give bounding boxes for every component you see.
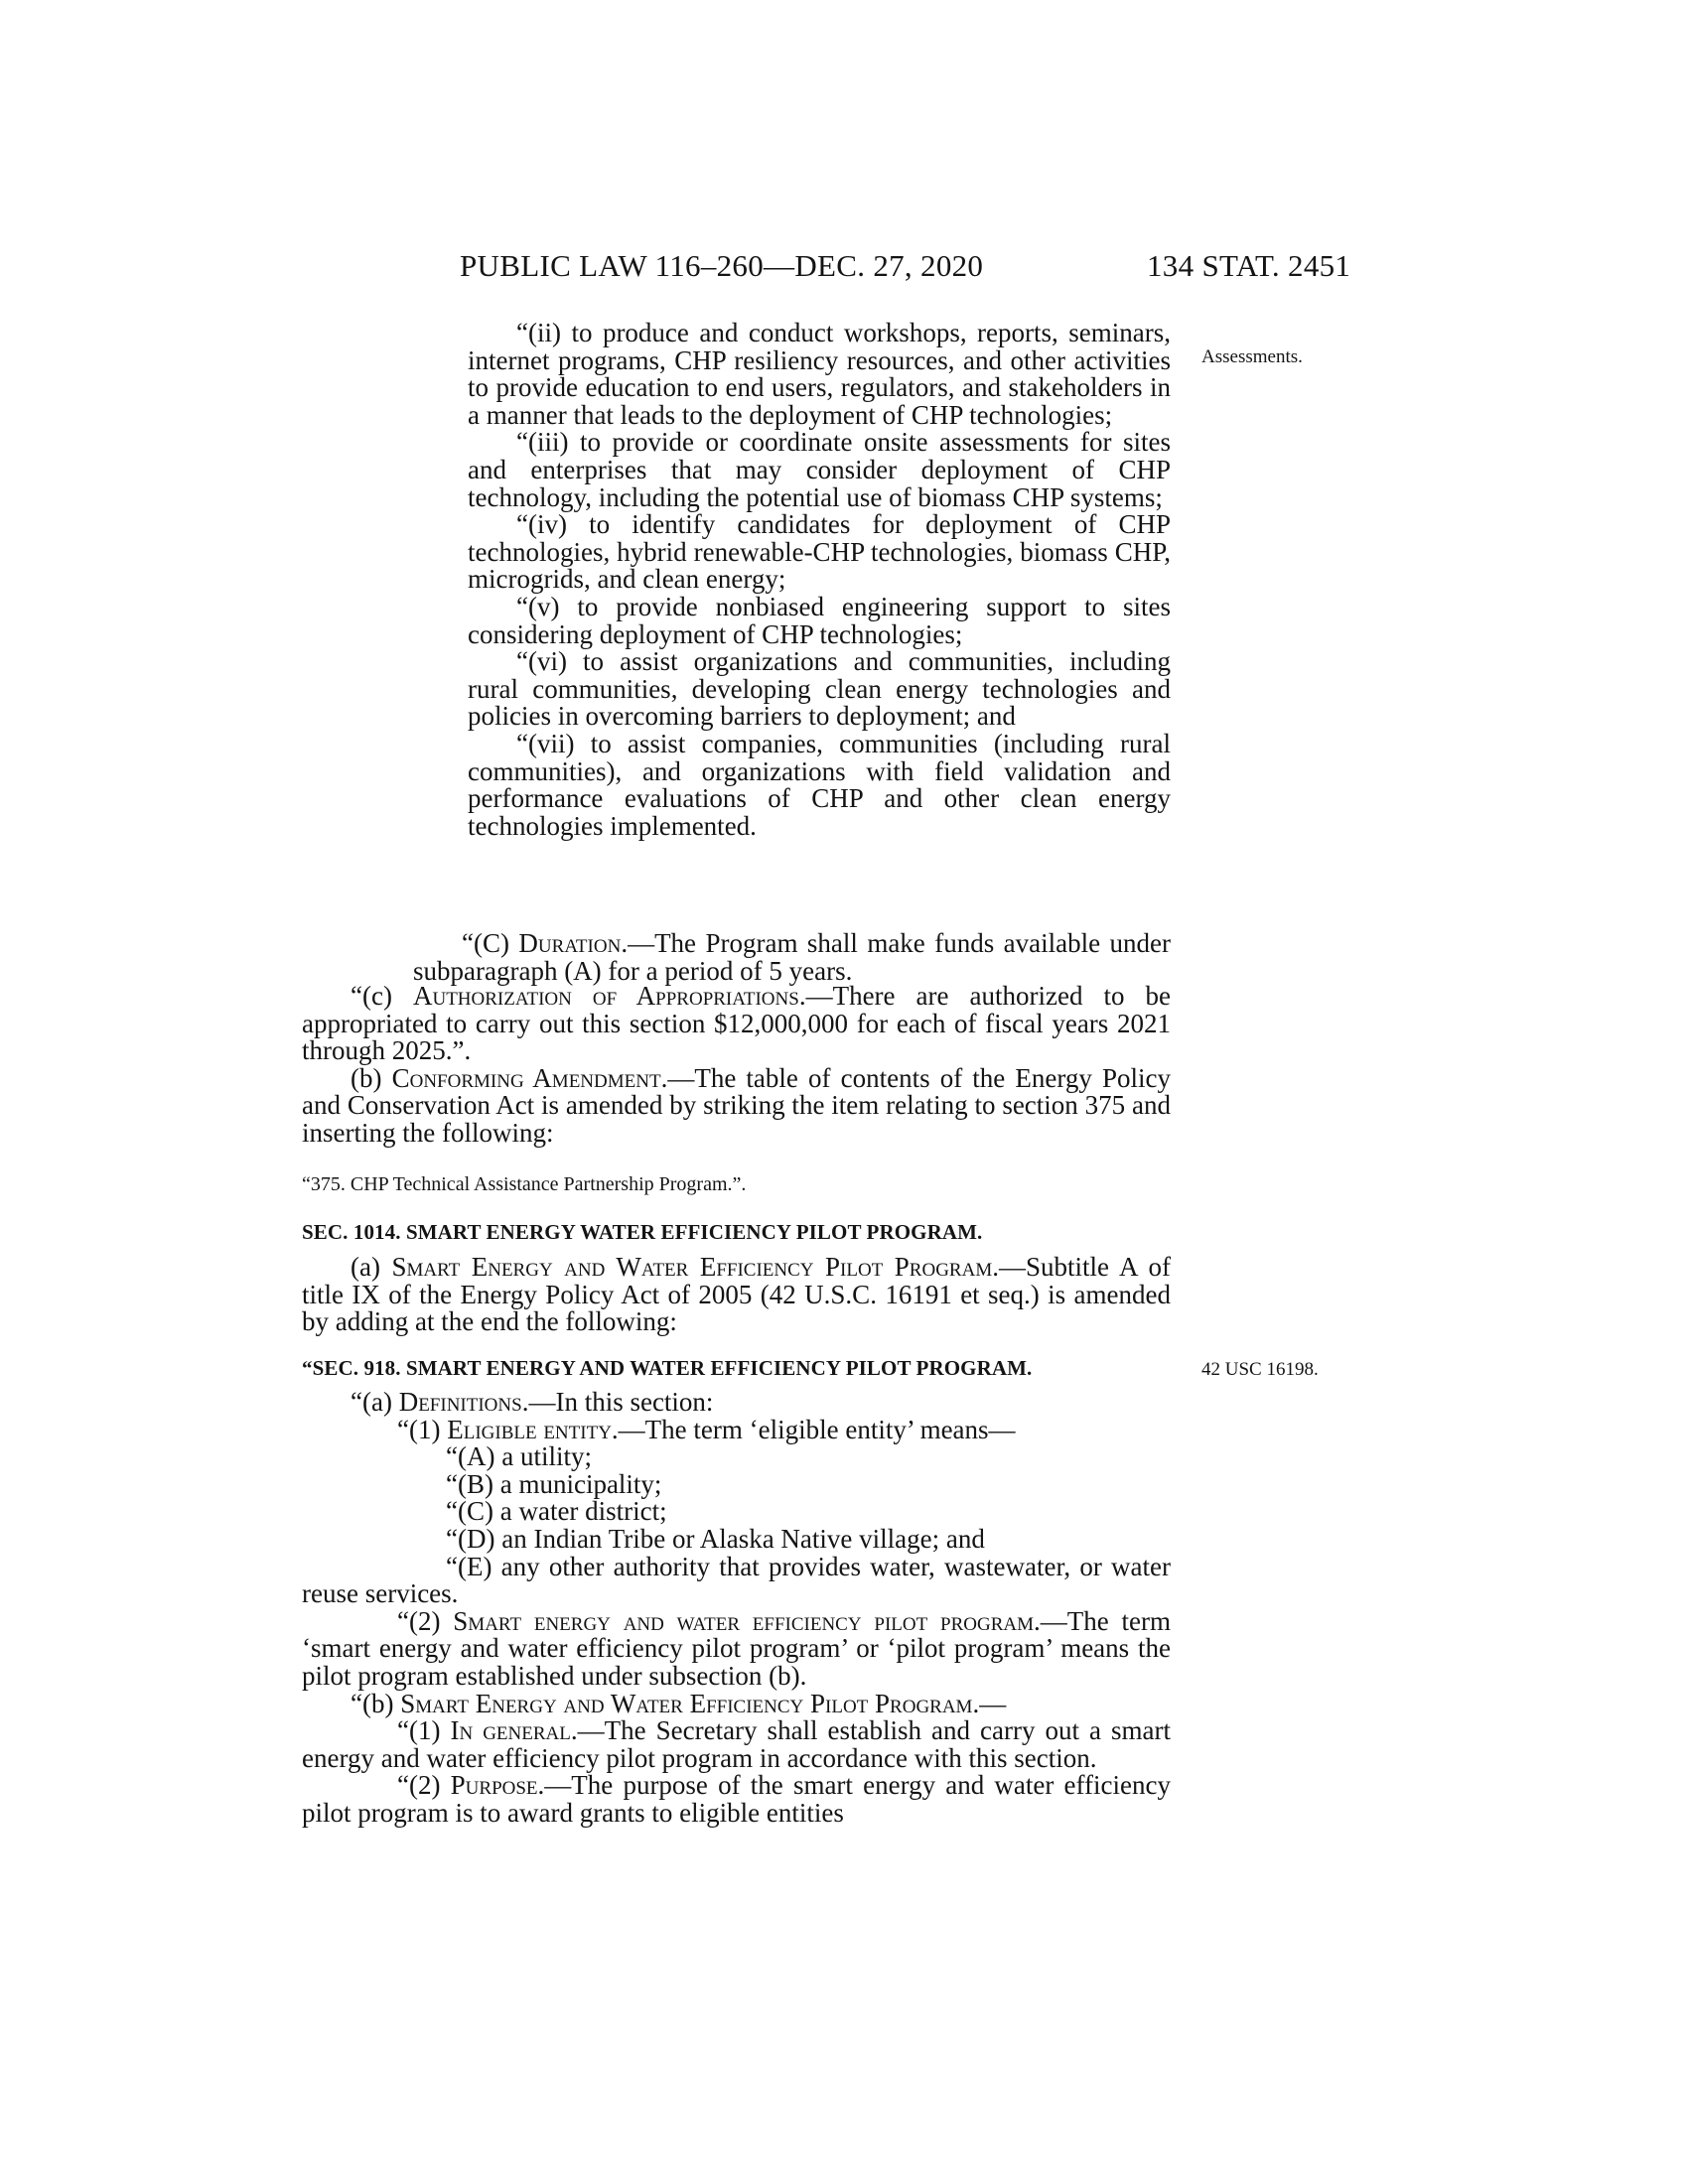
conforming-heading: Conforming Amendment xyxy=(391,1062,661,1093)
running-header-page: 134 STAT. 2451 xyxy=(1147,248,1351,283)
section-918-heading: “SEC. 918. SMART ENERGY AND WATER EFFICIENCY PILOT PROGRAM. xyxy=(302,1356,1033,1380)
clause-ii: “(ii) to produce and conduct workshops, reports, seminars, internet programs, CHP resiliency resources, and other activities to provide education to end users, regulators, and stakeholders in a manner that leads to the deployment of CHP technologies; xyxy=(468,318,1171,430)
conforming-paragraph: (b) Conforming Amendment.—The table of contents of the Energy Policy and Conservation Act is amended by striking the item relating to section 375 and inserting the following: xyxy=(302,1062,1171,1148)
subparagraph-duration xyxy=(413,930,1171,985)
section-1014-body: (a) Smart Energy and Water Efficiency Pilot Program.—Subtitle A of title IX of the Energy Policy Act of 2005 (42 U.S.C. 16191 et seq.) is amended by adding at the end the following: xyxy=(302,1252,1171,1337)
clause-iii: “(iii) to provide or coordinate onsite assessments for sites and enterprises that may consider deployment of CHP technology, including the potential use of biomass CHP systems; xyxy=(468,427,1171,512)
authorization-paragraph: “(c) Authorization of Appropriations.—There are authorized to be appropriated to carry out this section $12,000,000 for each of fiscal years 2021 through 2025.”. xyxy=(302,981,1171,1066)
subsection-b-heading: “(b) Smart Energy and Water Efficiency Pilot Program.— xyxy=(351,1688,1007,1718)
definition-eligible-entity: “(1) Eligible entity.—The term ‘eligible entity’ means— xyxy=(397,1414,1016,1444)
running-header-title: PUBLIC LAW 116–260—DEC. 27, 2020 xyxy=(460,248,984,283)
definition-pilot-program: “(2) Smart energy and water efficiency pilot program.—The term ‘smart energy and water efficiency pilot program’ or ‘pilot program’ means the pilot program established under subsection (b). xyxy=(302,1605,1171,1691)
clause-list xyxy=(468,320,1171,840)
section-1014-heading: SEC. 1014. SMART ENERGY WATER EFFICIENCY PILOT PROGRAM. xyxy=(302,1220,983,1244)
section-1014-a-heading: Smart Energy and Water Efficiency Pilot Program xyxy=(391,1252,993,1282)
entity-d: “(D) an Indian Tribe or Alaska Native village; and xyxy=(446,1523,985,1554)
entity-c: “(C) a water district; xyxy=(446,1496,667,1527)
entity-e: “(E) any other authority that provides water, wastewater, or water reuse services. xyxy=(302,1551,1171,1609)
subsection-b-in-general: “(1) In general.—The Secretary shall establish and carry out a smart energy and water efficiency pilot program in accordance with this section. xyxy=(302,1715,1171,1773)
authorization-and-conforming xyxy=(302,983,1171,1148)
clause-vi: “(vi) to assist organizations and communities, including rural communities, developing clean energy technologies and policies in overcoming barriers to deployment; and xyxy=(468,646,1171,732)
toc-inserted-item: “375. CHP Technical Assistance Partnership Program.”. xyxy=(302,1173,747,1195)
duration-text: .—The Program shall make funds available under subparagraph (A) for a period of 5 years. xyxy=(413,928,1171,986)
definitions-paragraph: “(a) Definitions.—In this section: xyxy=(351,1387,714,1417)
clause-vii: “(vii) to assist companies, communities (including rural communities), and organizations with field validation and performance evaluations of CHP and other clean energy technologies implemented. xyxy=(468,728,1171,841)
section-918-body xyxy=(302,1389,1171,1828)
authorization-heading: Authorization of Appropriations xyxy=(412,981,799,1011)
clause-v: “(v) to provide nonbiased engineering support to sites considering deployment of CHP technologies; xyxy=(468,591,1171,649)
duration-heading: Duration xyxy=(518,928,622,958)
duration-prefix: “(C) xyxy=(462,928,519,958)
margin-note-usc-citation: 42 USC 16198. xyxy=(1201,1359,1319,1380)
subsection-b-purpose: “(2) Purpose.—The purpose of the smart energy and water efficiency pilot program is to award grants to eligible entities xyxy=(302,1770,1171,1828)
entity-a: “(A) a utility; xyxy=(446,1441,592,1472)
margin-note-assessments: Assessments. xyxy=(1201,346,1303,367)
clause-iv: “(iv) to identify candidates for deployment of CHP technologies, hybrid renewable-CHP technologies, biomass CHP, microgrids, and clean energy; xyxy=(468,509,1171,595)
entity-b: “(B) a municipality; xyxy=(446,1468,662,1499)
